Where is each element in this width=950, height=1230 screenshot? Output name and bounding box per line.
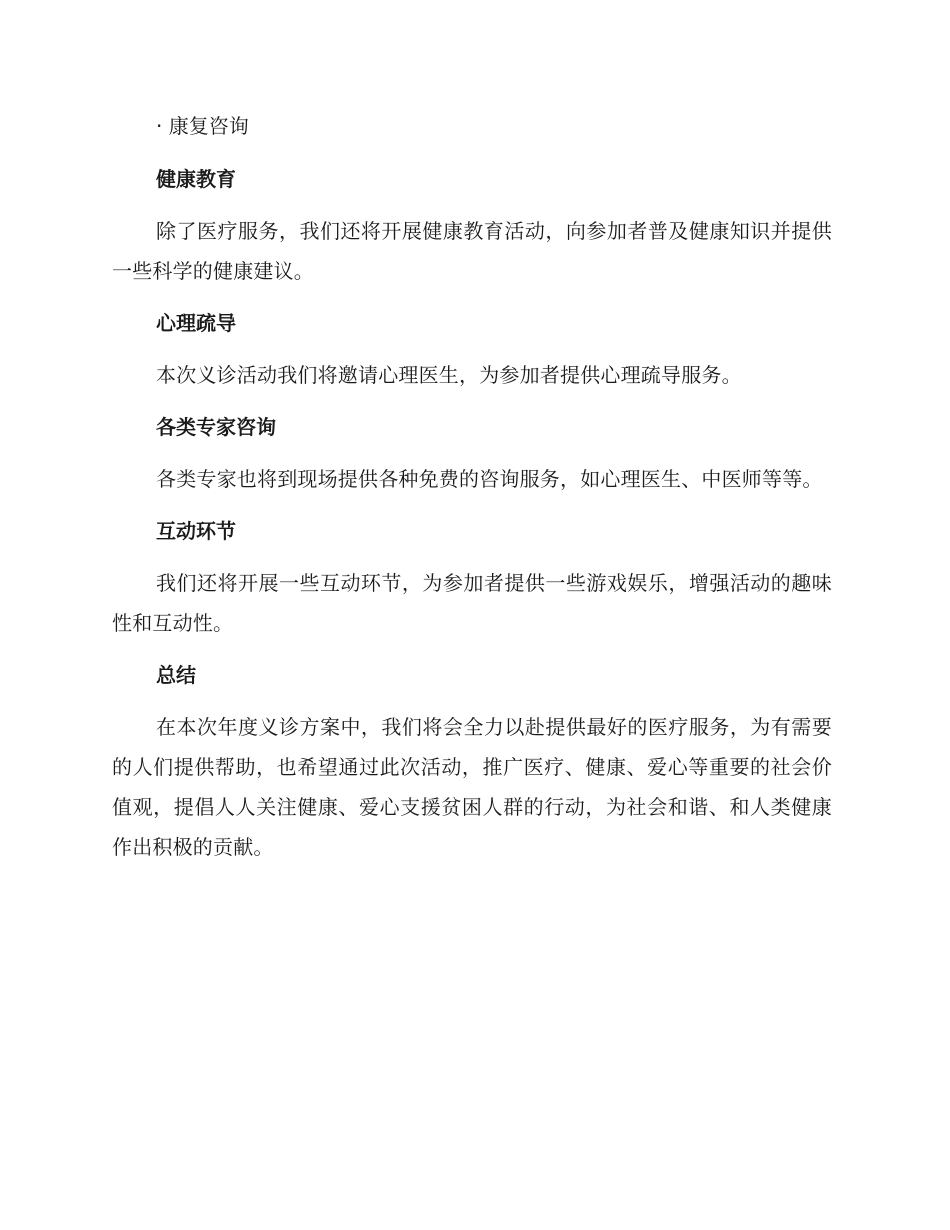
heading-psych-counseling: 心理疏导 (156, 311, 236, 335)
paragraph-psych-counseling: 本次义诊活动我们将邀请心理医生，为参加者提供心理疏导服务。 (156, 363, 742, 387)
heading-health-education: 健康教育 (156, 167, 236, 191)
paragraph-interactive: 我们还将开展一些互动环节，为参加者提供一些游戏娱乐，增强活动的趣味性和互动性。 (112, 571, 832, 635)
heading-summary: 总结 (156, 663, 196, 687)
paragraph-health-education: 除了医疗服务，我们还将开展健康教育活动，向参加者普及健康知识并提供一些科学的健康建议。 (112, 219, 832, 283)
document-page (112, 106, 832, 879)
paragraph-expert-consult: 各类专家也将到现场提供各种免费的咨询服务，如心理医生、中医师等等。 (156, 467, 823, 491)
bullet-item-rehab-consult: · 康复咨询 (156, 114, 249, 138)
paragraph-summary: 在本次年度义诊方案中，我们将会全力以赴提供最好的医疗服务，为有需要的人们提供帮助，也希望通过此次活动，推广医疗、健康、爱心等重要的社会价值观，提倡人人关注健康、爱心支援贫困人群的行动，为社会和谐、和人类健康作出积极的贡献。 (112, 715, 832, 859)
heading-expert-consult: 各类专家咨询 (156, 415, 276, 439)
heading-interactive: 互动环节 (156, 519, 236, 543)
